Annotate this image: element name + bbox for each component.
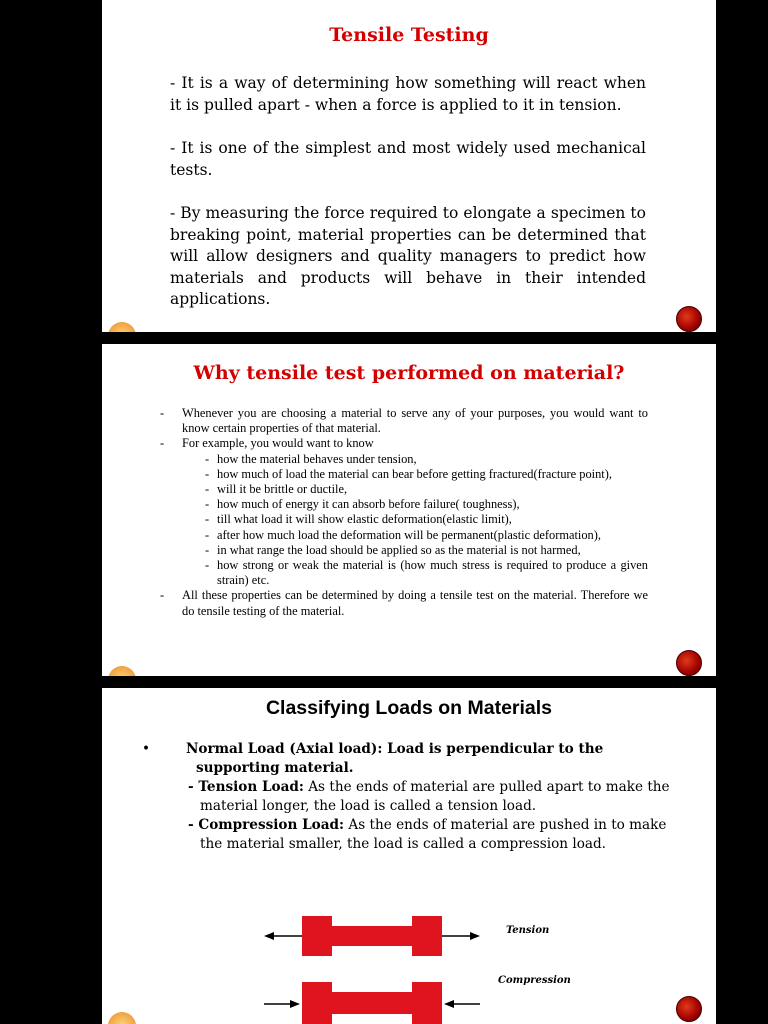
sub-list-item: - Compression Load: As the ends of material are pushed in to make the material smaller, the load is called a compression load. — [188, 817, 667, 852]
sub-list-item: - how the material behaves under tension, — [205, 451, 417, 466]
slide-button-icon — [676, 306, 702, 332]
slide-title: Classifying Loads on Materials — [265, 697, 553, 719]
decorative-orb-icon — [108, 322, 136, 332]
sub-list-item: - will it be brittle or ductile, — [205, 482, 348, 497]
tension-left-arrow — [264, 932, 302, 940]
tension-label: Tension — [506, 925, 550, 936]
slide-classifying-loads — [102, 688, 716, 1024]
slide-body — [160, 406, 648, 619]
slide-body — [142, 740, 672, 854]
sub-list-item: - Tension Load: As the ends of material are pulled apart to make the material longer, the load is called a tension load. — [188, 779, 670, 814]
list-item: - All these properties can be determined by doing a tensile test on the material. Therefore we do tensile testing of the material. — [160, 588, 648, 618]
paragraph-definition: - It is a way of determining how something will react when it is pulled apart - when a force is applied to it in tension. — [170, 74, 646, 114]
slide-why-tensile-test — [102, 344, 716, 676]
tension-right-arrow — [442, 932, 480, 940]
slide-button-icon — [676, 996, 702, 1022]
paragraph-simplicity: - It is one of the simplest and most widely used mechanical tests. — [170, 139, 646, 179]
list-item: - Whenever you are choosing a material to serve any of your purposes, you would want to know certain properties of that material. — [160, 406, 648, 436]
load-diagram — [252, 906, 582, 1024]
sub-list-item: - in what range the load should be applied so as the material is not harmed, — [205, 542, 581, 557]
tension-specimen — [302, 916, 442, 956]
slide-tensile-testing — [102, 0, 716, 332]
list-item: • Normal Load (Axial load): Load is perpendicular to the supporting material. — [142, 741, 604, 776]
compression-label: Compression — [498, 975, 571, 986]
list-item: - For example, you would want to know — [160, 436, 374, 451]
sub-list-item: - till what load it will show elastic deformation(elastic limit), — [205, 512, 512, 527]
compression-right-arrow — [444, 1000, 480, 1008]
decorative-orb-icon — [108, 1012, 136, 1024]
slide-title: Why tensile test performed on material? — [193, 362, 625, 384]
sub-list-item: - how strong or weak the material is (how much stress is required to produce a given strain) etc. — [205, 558, 648, 588]
slide-button-icon — [676, 650, 702, 676]
sub-list-item: - how much of energy it can absorb before failure( toughness), — [205, 497, 520, 512]
sub-list-item: - how much of load the material can bear before getting fractured(fracture point), — [205, 466, 612, 481]
compression-specimen — [302, 982, 442, 1024]
sub-list-item: - after how much load the deformation will be permanent(plastic deformation), — [205, 527, 601, 542]
slide-title: Tensile Testing — [329, 24, 489, 46]
paragraph-measurement: - By measuring the force required to elongate a specimen to breaking point, material properties can be determined that will allow designers and quality managers to predict how materials and products will behave in their intended applications. — [170, 204, 646, 308]
compression-left-arrow — [264, 1000, 300, 1008]
decorative-orb-icon — [108, 666, 136, 676]
